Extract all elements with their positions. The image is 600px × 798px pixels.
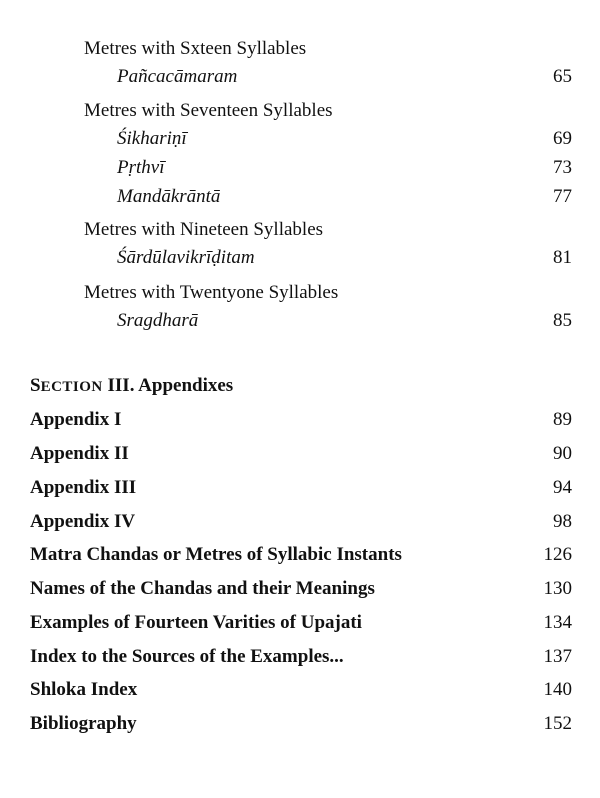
- toc-item-row: [0, 66, 600, 96]
- section-heading: [30, 375, 233, 397]
- page-number: 94: [553, 477, 572, 498]
- page-number: 134: [543, 612, 572, 633]
- toc-entry-row: [0, 679, 600, 709]
- page-number: 65: [553, 66, 572, 87]
- entry-title: Examples of Fourteen Varities of Upajati: [30, 612, 362, 633]
- group-title: Metres with Seventeen Syllables: [84, 100, 333, 121]
- toc-item-row: [0, 157, 600, 187]
- group-title: Metres with Sxteen Syllables: [84, 38, 307, 59]
- toc-entry-row: [0, 646, 600, 676]
- item-title: Mandākrāntā: [117, 186, 221, 207]
- entry-title: Index to the Sources of the Examples...: [30, 646, 344, 667]
- section-heading-title: III. Appendixes: [102, 375, 234, 396]
- entry-title: Appendix I: [30, 409, 122, 430]
- page-number: 137: [543, 646, 572, 667]
- toc-entry-row: [0, 713, 600, 743]
- item-title: Pṛthvī: [117, 157, 165, 178]
- page-number: 98: [553, 511, 572, 532]
- page-number: 73: [553, 157, 572, 178]
- page-number: 85: [553, 310, 572, 331]
- toc-entry-row: [0, 612, 600, 642]
- section-heading-row: [0, 375, 600, 405]
- toc-entry-row: [0, 443, 600, 473]
- group-title: Metres with Twentyone Syllables: [84, 282, 339, 303]
- section-heading-smallcaps: ECTION: [40, 379, 103, 395]
- toc-group-row: [0, 282, 600, 312]
- toc-item-row: [0, 247, 600, 277]
- entry-title: Names of the Chandas and their Meanings: [30, 578, 375, 599]
- entry-title: Appendix III: [30, 477, 137, 498]
- page-number: 77: [553, 186, 572, 207]
- toc-item-row: [0, 128, 600, 158]
- toc-entry-row: [0, 578, 600, 608]
- page-number: 140: [543, 679, 572, 700]
- item-title: Sragdharā: [117, 310, 199, 331]
- entry-title: Bibliography: [30, 713, 137, 734]
- toc-entry-row: [0, 511, 600, 541]
- item-title: Śikhariṇī: [117, 128, 187, 149]
- toc-item-row: [0, 310, 600, 340]
- toc-entry-row: [0, 544, 600, 574]
- toc-entry-row: [0, 477, 600, 507]
- toc-item-row: [0, 186, 600, 216]
- toc-group-row: [0, 38, 600, 68]
- toc-group-row: [0, 100, 600, 130]
- toc-group-row: [0, 219, 600, 249]
- entry-title: Shloka Index: [30, 679, 138, 700]
- group-title: Metres with Nineteen Syllables: [84, 219, 324, 240]
- page-number: 90: [553, 443, 572, 464]
- page-number: 89: [553, 409, 572, 430]
- entry-title: Appendix II: [30, 443, 129, 464]
- entry-title: Appendix IV: [30, 511, 136, 532]
- item-title: Śārdūlavikrīḍitam: [117, 247, 255, 268]
- item-title: Pañcacāmaram: [117, 66, 238, 87]
- page-number: 152: [543, 713, 572, 734]
- page-number: 130: [543, 578, 572, 599]
- page-number: 126: [543, 544, 572, 565]
- page-number: 69: [553, 128, 572, 149]
- toc-entry-row: [0, 409, 600, 439]
- entry-title: Matra Chandas or Metres of Syllabic Instants: [30, 544, 402, 565]
- page-number: 81: [553, 247, 572, 268]
- section-heading-initial: S: [30, 375, 41, 396]
